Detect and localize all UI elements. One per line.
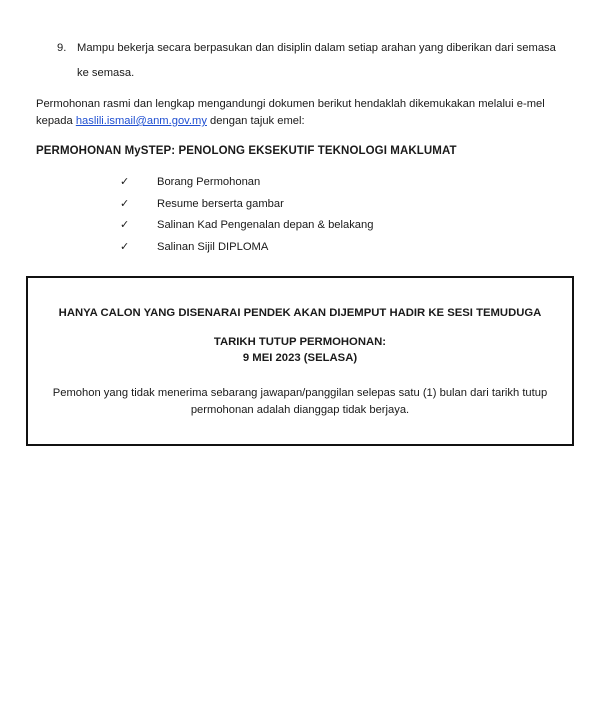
notice-box	[26, 276, 574, 446]
checklist-item-label: Resume berserta gambar	[157, 197, 284, 210]
checklist-item-label: Salinan Sijil DIPLOMA	[157, 240, 269, 253]
checklist-item	[120, 237, 373, 259]
closing-date-label: TARIKH TUTUP PERMOHONAN:	[213, 336, 387, 348]
checklist-item	[120, 215, 373, 237]
application-instructions	[36, 96, 576, 130]
requirement-item-9	[57, 36, 557, 86]
requirement-number: 9.	[57, 42, 67, 54]
checklist-item	[120, 194, 373, 216]
closing-date: 9 MEI 2023 (SELASA)	[242, 352, 358, 364]
checklist-item-label: Borang Permohonan	[157, 176, 261, 188]
document-checklist	[120, 172, 373, 258]
checklist-item	[120, 172, 373, 194]
checkmark-icon: ✓	[120, 176, 130, 188]
checkmark-icon: ✓	[120, 197, 130, 210]
checkmark-icon: ✓	[120, 219, 130, 231]
email-subject-heading: PERMOHONAN MySTEP: PENOLONG EKSEKUTIF TEKNOLOGI MAKLUMAT	[36, 145, 457, 157]
requirement-text: Mampu bekerja secara berpasukan dan disiplin dalam setiap arahan yang diberikan dari semasa ke semasa.	[77, 42, 556, 79]
checkmark-icon: ✓	[120, 240, 130, 253]
disclaimer-text: Pemohon yang tidak menerima sebarang jawapan/panggilan selepas satu (1) bulan dari tarikh tutup permohonan adalah dianggap tidak berjaya.	[52, 387, 548, 416]
application-outro: dengan tajuk emel:	[206, 115, 305, 127]
checklist-item-label: Salinan Kad Pengenalan depan & belakang	[157, 219, 374, 231]
shortlist-notice: HANYA CALON YANG DISENARAI PENDEK AKAN DIJEMPUT HADIR KE SESI TEMUDUGA	[58, 307, 542, 319]
application-intro: Permohonan rasmi dan lengkap mengandungi dokumen berikut hendaklah dikemukakan melalui e-mel kepada	[36, 98, 545, 127]
email-link[interactable]: haslili.ismail@anm.gov.my	[75, 115, 207, 127]
